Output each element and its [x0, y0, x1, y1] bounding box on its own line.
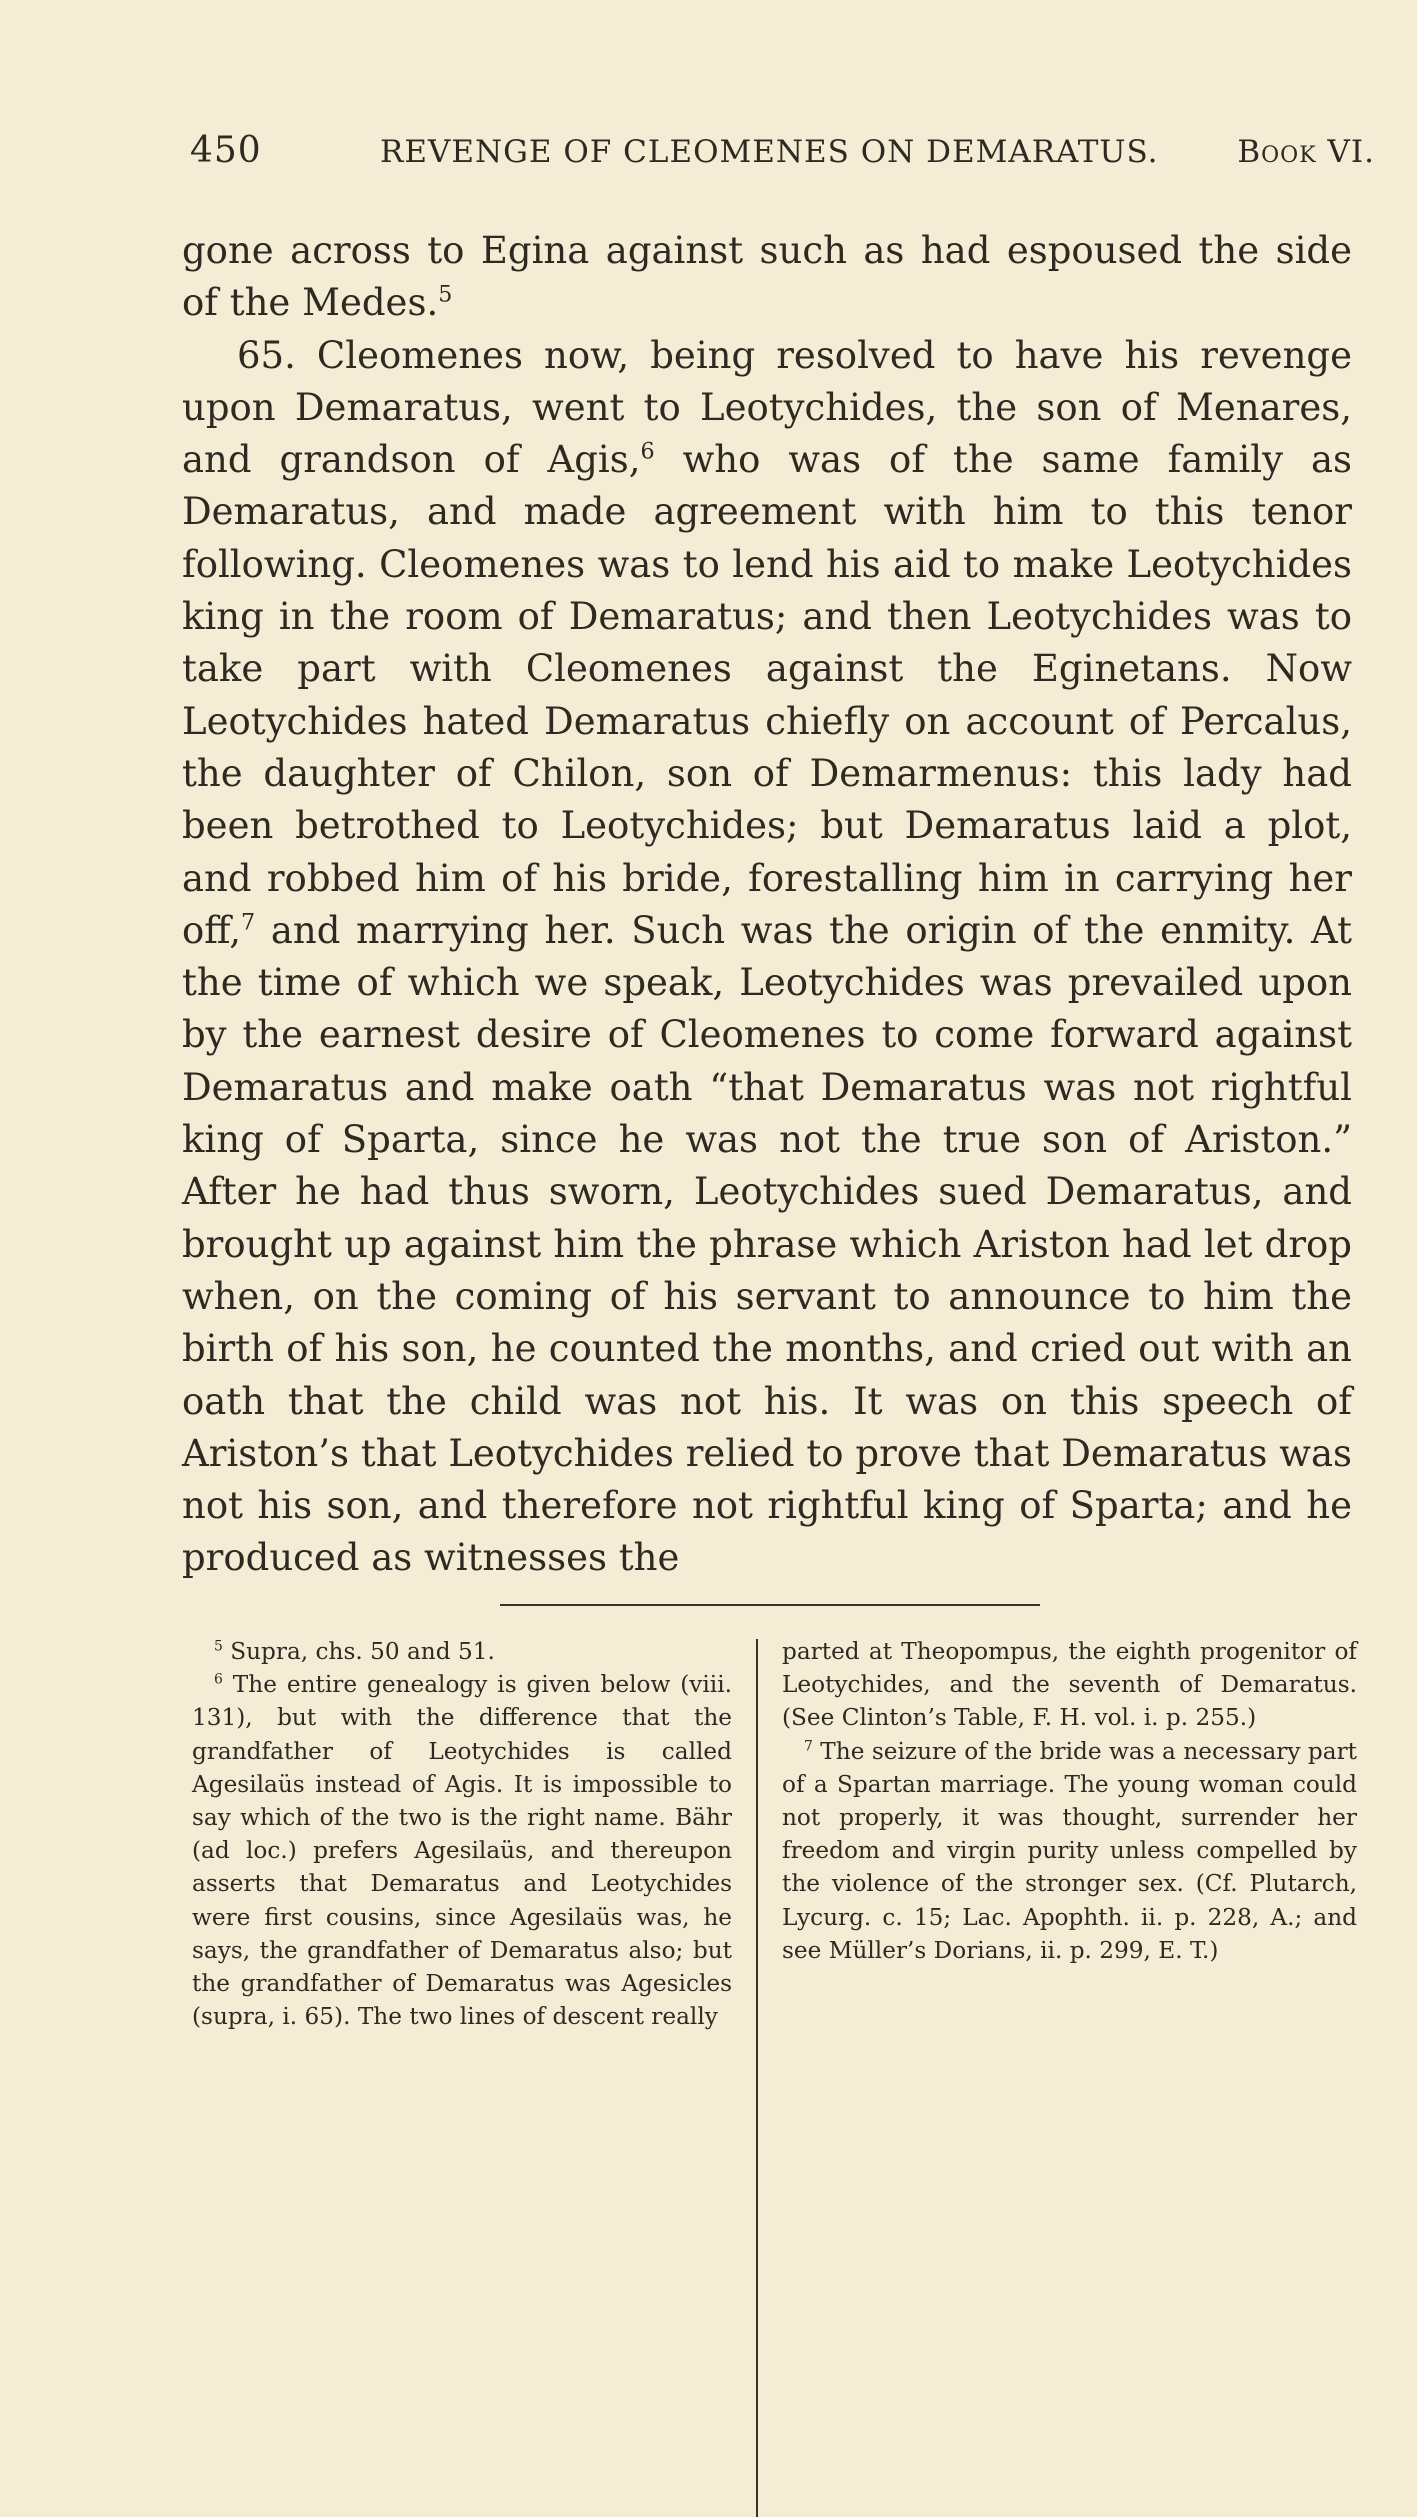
- footnote-text: The seizure of the bride was a necessary part of a Spartan marriage. The young woman could not properly, it was thought, surrender her freedom and virgin purity unless compelled by the violence of the stronger sex. (Cf. Plutarch, Lycurg. c. 15; Lac. Apophth. ii. p. 228, A.; and see Müller’s Dorians, ii. p. 299, E. T.): [782, 1737, 1357, 1964]
- text-run: 65. Cleomenes now, being resolved to have his revenge upon Demaratus, went to Leotychides, the son of Menares, and grandson of Agis,: [182, 333, 1352, 482]
- main-text: [182, 225, 1352, 1585]
- footnote-6: [192, 1668, 732, 2033]
- text-run: who was of the same family as Demaratus, and made agreement with him to this tenor following. Cleomenes was to lend his aid to make Leotychides king in the room of Demaratus; and then Leotychides was to take part with Cleomenes against the Eginetans. Now Leotychides hated Demaratus chiefly on account of Percalus, the daughter of Chilon, son of Demarmenus: this lady had been betrothed to Leotychides; but Demaratus laid a plot, and robbed him of his bride, forestalling him in carrying her off,: [182, 438, 1352, 952]
- footnote-6-continued: parted at Theopompus, the eighth progenitor of Leotychides, and the seventh of Demaratus. (See Clinton’s Table, F. H. vol. i. p. 255.): [782, 1638, 1357, 1732]
- footnote-column-right: [782, 1635, 1357, 1967]
- paragraph-continuation: [182, 225, 1352, 330]
- footnote-mark: 5: [214, 1638, 223, 1655]
- footnote-7: [782, 1735, 1357, 1967]
- footnote-ref-7: 7: [241, 909, 256, 936]
- footnote-column-left: [192, 1635, 732, 2033]
- page-number: 450: [190, 130, 262, 171]
- footnote-text: The entire genealogy is given below (viii. 131), but with the difference that the grandfather of Leotychides is called Agesilaüs instead of Agis. It is impossible to say which of the two is the right name. Bähr (ad loc.) prefers Agesilaüs, and thereupon asserts that Demaratus and Leotychides were first cousins, since Agesilaüs was, he says, the grandfather of Demaratus also; but the grandfather of Demaratus was Agesicles (supra, i. 65). The two lines of descent really: [192, 1671, 732, 2031]
- footnote-ref-6: 6: [640, 438, 655, 465]
- footnote-mark: 6: [214, 1671, 223, 1688]
- running-title: REVENGE OF CLEOMENES ON DEMARATUS.: [380, 134, 1159, 170]
- book-label: Book VI.: [1237, 134, 1375, 170]
- running-head: [190, 130, 1375, 180]
- footnote-5: [192, 1635, 732, 1668]
- footnote-mark: 7: [804, 1737, 813, 1754]
- footnote-ref-5: 5: [438, 281, 453, 308]
- footnote-column-divider: [756, 1639, 758, 2517]
- paragraph-65: [182, 330, 1352, 1585]
- footnote-rule: [500, 1604, 1040, 1606]
- text-run: and marrying her. Such was the origin of the enmity. At the time of which we speak, Leotychides was prevailed upon by the earnest desire of Cleomenes to come forward against Demaratus and make oath “that Demaratus was not rightful king of Sparta, since he was not the true son of Ariston.” After he had thus sworn, Leotychides sued Demaratus, and brought up against him the phrase which Ariston had let drop when, on the coming of his servant to announce to him the birth of his son, he counted the months, and cried out with an oath that the child was not his. It was on this speech of Ariston’s that Leotychides relied to prove that Demaratus was not his son, and therefore not rightful king of Sparta; and he produced as witnesses the: [182, 908, 1352, 1580]
- text-run: gone across to Egina against such as had espoused the side of the Medes.: [182, 229, 1352, 325]
- footnote-text: Supra, chs. 50 and 51.: [222, 1638, 495, 1665]
